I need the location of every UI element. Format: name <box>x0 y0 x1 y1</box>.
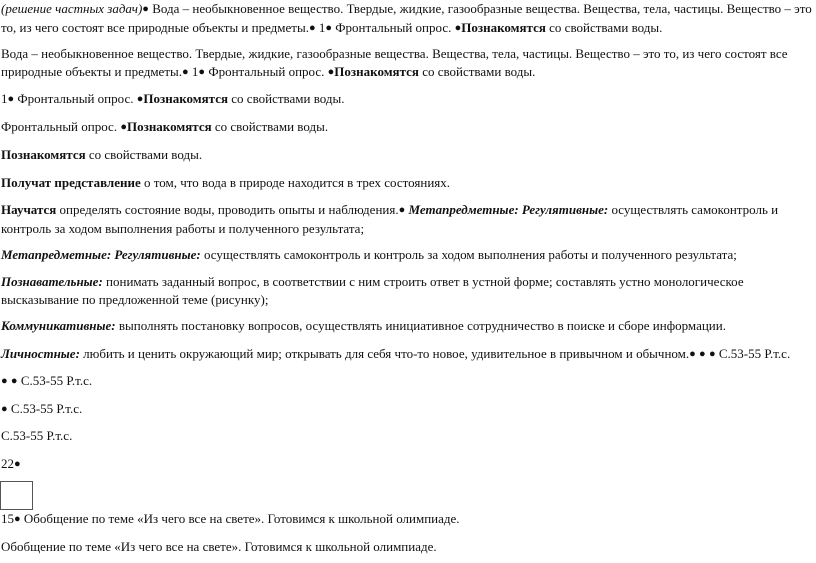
bullet-icon: ● <box>142 3 149 15</box>
text: со свойствами воды. <box>228 91 345 106</box>
number: 1 <box>1 91 8 106</box>
text: любить и ценить окружающий мир; открывать для себя что-то новое, удивительное в привычном и обычном. <box>79 346 690 361</box>
text: выполнять постановку вопросов, осуществлять инициативное сотрудничество в поиске и сборе информации. <box>115 318 726 333</box>
text: осуществлять самоконтроль и контроль за ходом выполнения работы и полученного результата; <box>1 202 779 236</box>
text: Обобщение по теме «Из чего все на свете». Готовимся к школьной олимпиаде. <box>20 511 460 526</box>
paragraph-7 <box>1 201 813 238</box>
bullet-icon: ● <box>699 348 706 360</box>
text: понимать заданный вопрос, в соответствии с ним строить ответ в устной форме; составлять устно монологическое высказывание по предложенной теме (рисунку); <box>1 274 744 307</box>
paragraph-4 <box>1 118 813 137</box>
bullet-icon: ● <box>14 513 21 525</box>
bullet-icon: ● <box>689 348 696 360</box>
bold-italic-term: Личностные: <box>1 346 80 361</box>
bold-term: Познакомятся <box>143 91 229 106</box>
bold-italic-term: Познавательные: <box>1 274 103 289</box>
bullet-icon: ● <box>1 375 8 387</box>
text: со свойствами воды. <box>211 119 329 134</box>
text: Вода – необыкновенное вещество. Твердые, жидкие, газообразные вещества. Вещества, тела, частицы. Вещество – это то, из чего состоят все природные объекты и предметы. <box>1 1 812 35</box>
paragraph-17 <box>1 538 813 556</box>
paragraph-3 <box>1 90 813 109</box>
bullet-icon: ● <box>454 22 462 34</box>
page-reference: С.53-55 Р.т.с. <box>715 346 791 361</box>
paragraph-15 <box>1 455 813 474</box>
bullet-icon: ● <box>136 93 144 105</box>
bullet-icon: ● <box>14 458 21 470</box>
paragraph-13 <box>1 400 813 419</box>
section-head: (решение частных задач) <box>1 1 143 16</box>
text: Фронтальный опрос. <box>1 119 121 134</box>
text: со свойствами воды. <box>545 20 663 35</box>
paragraph-5 <box>1 146 813 164</box>
text: Фронтальный опрос. <box>205 64 328 79</box>
bold-term: Познакомятся <box>126 119 212 134</box>
paragraph-11 <box>1 345 813 364</box>
text: Обобщение по теме «Из чего все на свете». Готовимся к школьной олимпиаде. <box>1 539 437 554</box>
number: 1 <box>315 20 326 35</box>
bullet-icon: ● <box>198 66 206 78</box>
bold-term: Познакомятся <box>1 147 86 162</box>
text: определять состояние воды, проводить опыты и наблюдения. <box>56 202 399 217</box>
bullet-icon: ● <box>10 375 18 387</box>
bold-term: Получат представление <box>1 175 141 190</box>
text: о том, что вода в природе находится в трех состояниях. <box>140 175 451 190</box>
bullet-icon: ● <box>182 66 189 78</box>
text: со свойствами воды. <box>85 147 203 162</box>
bold-italic-term: Метапредметные: Регулятивные: <box>1 247 201 262</box>
paragraph-10 <box>1 317 813 335</box>
bold-italic-term: Коммуникативные: <box>1 318 116 333</box>
bullet-icon: ● <box>308 22 316 34</box>
paragraph-6 <box>1 174 813 192</box>
paragraph-9 <box>1 273 813 309</box>
text: Фронтальный опрос. <box>332 20 455 35</box>
paragraph-8 <box>1 246 813 264</box>
number: 22 <box>1 456 14 471</box>
bullet-icon: ● <box>120 121 127 133</box>
bold-term: Познакомятся <box>461 20 546 35</box>
text: Вода – необыкновенное вещество. Твердые, жидкие, газообразные вещества. Вещества, тела, частицы. Вещество – это то, из чего состоят все природные объекты и предметы. <box>1 46 788 79</box>
bullet-icon: ● <box>398 204 406 216</box>
empty-frame <box>0 481 33 510</box>
bullet-icon: ● <box>1 403 8 415</box>
paragraph-1 <box>1 0 813 38</box>
bold-italic-term: Метапредметные: Регулятивные: <box>405 202 609 217</box>
bullet-icon: ● <box>327 66 335 78</box>
text: со свойствами воды. <box>418 64 536 79</box>
number: 15 <box>1 511 14 526</box>
paragraph-2 <box>1 45 813 82</box>
page-reference: С.53-55 Р.т.с. <box>7 401 83 416</box>
page-reference: С.53-55 Р.т.с. <box>1 428 73 443</box>
number: 1 <box>188 64 199 79</box>
page-reference: С.53-55 Р.т.с. <box>17 373 93 388</box>
text: Фронтальный опрос. <box>14 91 137 106</box>
text: осуществлять самоконтроль и контроль за ходом выполнения работы и полученного результата; <box>200 247 737 262</box>
bullet-icon: ● <box>325 22 333 34</box>
bold-term: Научатся <box>1 202 57 217</box>
bold-term: Познакомятся <box>334 64 419 79</box>
paragraph-12 <box>1 372 813 391</box>
paragraph-16 <box>1 510 813 529</box>
paragraph-14 <box>1 427 813 445</box>
bullet-icon: ● <box>7 93 15 105</box>
bullet-icon: ● <box>708 348 716 360</box>
